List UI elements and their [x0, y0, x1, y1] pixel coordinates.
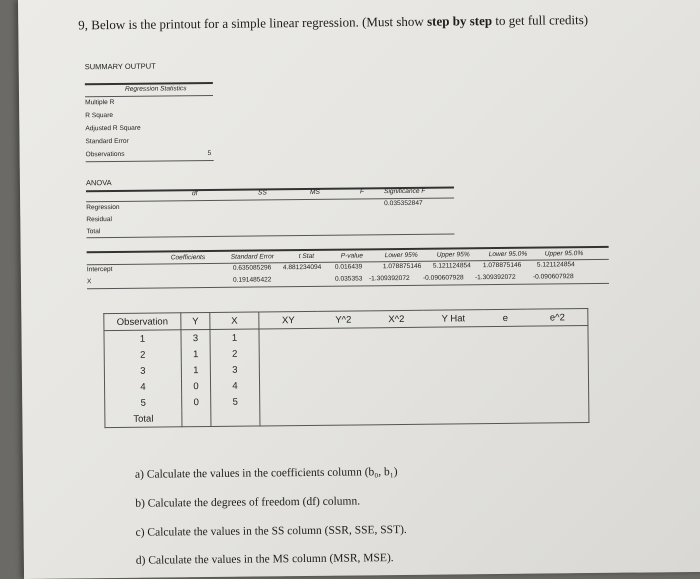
obs-cell-empty [370, 392, 424, 409]
obs-total-label: Total [105, 410, 182, 427]
obs-cell-empty [369, 327, 423, 344]
obs-cell-empty [317, 328, 369, 345]
obs-cell-empty [318, 376, 370, 393]
coef-bottom-rule [87, 283, 609, 289]
observation-table [103, 308, 589, 428]
obs-cell-empty [370, 376, 424, 393]
obs-cell-empty [260, 393, 319, 410]
anova-header-sigf: Significance F [383, 187, 426, 196]
summary-title: SUMMARY OUTPUT [84, 61, 156, 72]
obs-cell-observation: 4 [104, 378, 181, 395]
obs-cell-empty [260, 409, 319, 426]
obs-cell-empty [528, 406, 589, 423]
obs-cell-empty [423, 327, 483, 344]
obs-cell-observation: 1 [104, 330, 181, 347]
obs-cell-empty [259, 361, 318, 378]
stat-observations-value: 5 [207, 149, 212, 158]
obs-cell-empty [259, 345, 318, 362]
obs-header-y: Y [181, 313, 210, 330]
coef-x-label: X [86, 278, 92, 286]
obs-cell-empty [528, 342, 589, 359]
subquestion-c: c) Calculate the values in the SS column (SSR, SSE, SST). [135, 523, 407, 539]
obs-cell-empty [528, 358, 589, 375]
question-prefix: 9, Below is the printout for a simple linear regression. (Must show [78, 13, 428, 33]
obs-cell-empty [424, 343, 484, 360]
subquestion-d: d) Calculate the values in the MS column (MSR, MSE). [135, 552, 394, 567]
obs-cell-y: 1 [181, 346, 210, 362]
anova-sigf-value: 0.035352847 [384, 199, 423, 208]
obs-cell-empty [370, 360, 424, 377]
coef-intercept-lower950: 1.078875146 [482, 261, 522, 270]
coef-x-se: 0.191485422 [232, 276, 272, 284]
obs-cell-empty [424, 407, 484, 424]
obs-cell-empty [259, 377, 318, 394]
obs-cell-empty [318, 360, 370, 377]
stat-r-square: R Square [85, 112, 114, 120]
obs-cell-empty [484, 343, 528, 359]
anova-header-df: df [192, 190, 198, 198]
coef-intercept-upper95: 5.121124854 [432, 262, 471, 270]
stat-adj-r-square: Adjusted R Square [85, 124, 141, 133]
stat-multiple-r: Multiple R [85, 98, 115, 107]
obs-cell-empty [483, 326, 527, 343]
reg-stats-bottom-rule [86, 160, 214, 162]
obs-header-observation: Observation [104, 313, 181, 331]
coef-header-upper95: Upper 95% [436, 251, 470, 259]
obs-cell-empty [424, 391, 484, 408]
question-title [78, 12, 588, 33]
obs-cell-x: 4 [210, 377, 259, 394]
obs-header-xy: XY [259, 311, 318, 329]
obs-cell-empty [211, 409, 260, 426]
obs-cell-empty [318, 408, 370, 425]
obs-cell-empty [318, 344, 370, 361]
obs-cell-empty [484, 391, 528, 407]
coef-header-std-error: Standard Error [230, 253, 274, 261]
stat-std-error: Standard Error [85, 137, 129, 146]
reg-stats-title: Regression Statistics [124, 85, 187, 93]
obs-cell-x: 3 [210, 361, 259, 378]
obs-header-x: X [210, 312, 259, 330]
obs-cell-empty [528, 390, 589, 407]
coef-x-pvalue: 0.035353 [334, 275, 363, 283]
coef-header-upper950: Upper 95.0% [544, 250, 584, 258]
coef-x-upper95: -0.090607928 [422, 274, 464, 282]
coef-x-lower950: -1.309392072 [474, 273, 516, 282]
obs-cell-y: 3 [181, 330, 210, 347]
coef-header-tstat: t Stat [298, 252, 315, 261]
anova-row-regression: Regression [86, 203, 120, 212]
obs-cell-empty [527, 326, 588, 343]
obs-header-x2: X^2 [369, 310, 423, 328]
obs-cell-y: 0 [181, 378, 210, 394]
anova-row-total: Total [86, 228, 101, 236]
coef-header-coefficients: Coefficients [170, 254, 206, 262]
anova-row-residual: Residual [86, 216, 113, 224]
obs-cell-y: 0 [182, 394, 211, 410]
stat-observations: Observations [85, 150, 125, 159]
subquestion-b: b) Calculate the degrees of freedom (df) column. [135, 495, 361, 510]
obs-cell-observation: 2 [104, 346, 181, 363]
obs-cell-empty [370, 408, 424, 425]
coef-intercept-label: Intercept [86, 266, 113, 274]
obs-cell-x: 1 [210, 329, 259, 346]
obs-cell-x: 5 [211, 393, 260, 410]
obs-header-e2: e^2 [527, 309, 588, 327]
obs-cell-y: 1 [181, 362, 210, 378]
question-bold: step by step [426, 13, 493, 29]
anova-header-ss: SS [257, 189, 267, 197]
obs-cell-empty [528, 374, 589, 391]
coef-header-pvalue: P-value [340, 252, 364, 260]
worksheet-photo [18, 0, 700, 579]
obs-cell-empty [484, 375, 528, 391]
obs-header-e: e [483, 309, 527, 326]
coef-x-lower95: -1.309392072 [368, 274, 410, 283]
obs-cell-x: 2 [210, 345, 259, 362]
coef-header-lower95: Lower 95% [384, 251, 418, 260]
obs-header-y2: Y^2 [317, 311, 369, 329]
obs-cell-empty [484, 359, 528, 375]
anova-header-ms: MS [309, 188, 320, 196]
obs-cell-empty [370, 344, 424, 361]
obs-cell-empty [424, 359, 484, 376]
obs-cell-observation: 5 [105, 394, 182, 411]
obs-cell-empty [424, 375, 484, 392]
obs-cell-observation: 3 [104, 362, 181, 379]
coef-intercept-se: 0.635085296 [232, 264, 272, 272]
anova-title: ANOVA [85, 178, 112, 188]
question-suffix: to get full credits) [491, 12, 589, 29]
coef-header-lower950: Lower 95.0% [488, 250, 528, 259]
coef-intercept-lower95: 1.078875146 [382, 262, 422, 271]
coef-x-upper950: -0.090607928 [532, 273, 574, 281]
obs-cell-empty [259, 328, 318, 345]
coef-intercept-upper950: 5.121124854 [536, 261, 575, 269]
obs-header-yhat: Y Hat [423, 310, 483, 328]
anova-bottom-rule [86, 233, 454, 238]
obs-cell-empty [182, 410, 211, 427]
coef-intercept-pvalue: 0.016439 [334, 263, 363, 271]
anova-header-f: F [359, 188, 365, 196]
obs-cell-empty [484, 407, 528, 424]
coef-intercept-tstat: 4.881234094 [282, 263, 322, 272]
obs-cell-empty [318, 392, 370, 409]
reg-stats-rule [85, 95, 213, 97]
subquestion-a: a) Calculate the values in the coefficients column (b₀, b₁) [134, 466, 398, 481]
